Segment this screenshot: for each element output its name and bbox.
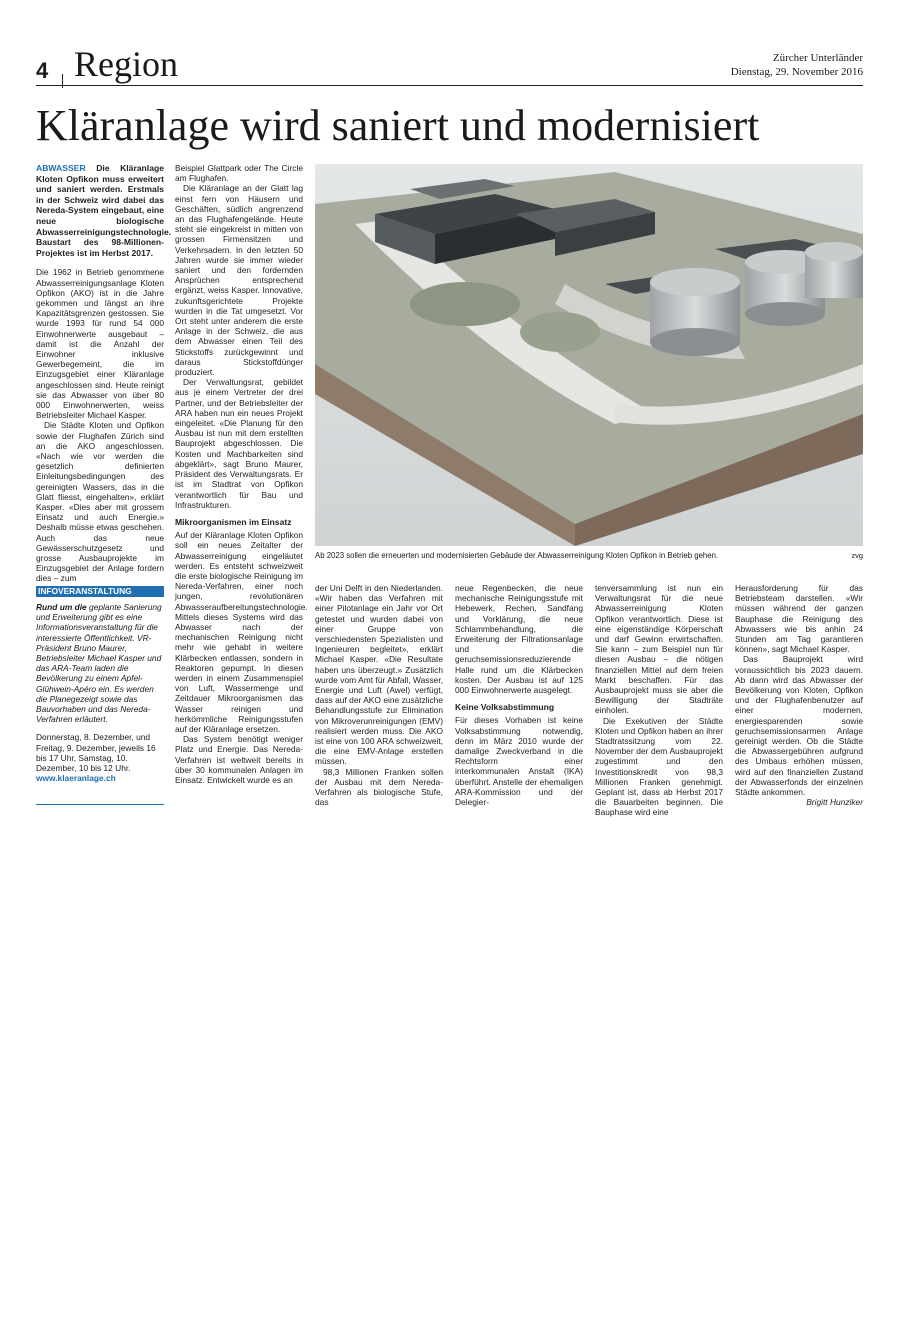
infobox-end-rule: [36, 804, 164, 805]
subheading: Keine Volksabstimmung: [455, 702, 555, 713]
headline: Kläranlage wird saniert und modernisiert: [36, 101, 760, 150]
rendering-photo: [315, 164, 863, 546]
paragraph: Die 1962 in Betrieb genommene Abwasserreinigungsanlage Kloten Opfikon (AKO) ist in die Jahre gekommen und längst an ihre Kapazitätsgrenzen gestossen. Sie wurde 1993 für rund 54 000 Einwohnerwerte ausgebaut – damit ist die Anzahl der Einwohner inklusive Gewerbegemeint, die im Einzugsgebiet einer Kläranlage angeschlossen sind. Heute reinigt sie das Abwasser von über 80 000 Einwohnerwerten, weiss Betriebsleiter Michael Kasper.: [36, 267, 164, 421]
paragraph: Auf der Kläranlage Kloten Opfikon soll ein neues Zeitalter der Abwasserreinigung eingeläutet werden. Es entsteht schweizweit die erste biologische Reinigung im Nereda-Verfahren, einer noch jungen, revolutionären Abwasseraufbereitungstechnologie. Mittels dieses Systems wird das Abwasser nach der mechanischen Reinigung nicht mehr wie gehabt in weitere Klärbecken entlassen, sondern in Reaktoren gepumpt. In diesen werden in einem Zusammenspiel von Luft, Wassermenge und Zeitdauer Mikroorganismen das Wasser reinigen und herkömmliche Reinigungsstufen auf der Kläranlage ersetzen.: [175, 530, 308, 734]
lead-paragraph: [36, 163, 172, 258]
photo-caption: Ab 2023 sollen die erneuerten und modernisierten Gebäude der Abwasserreinigung Kloten Opfikon in Betrieb gehen.: [315, 551, 719, 560]
subheading: Mikroorganismen im Einsatz: [175, 516, 292, 527]
paragraph: Die Kläranlage an der Glatt lag einst fern von Häusern und Geschäften, südlich angrenzend an das Flughafengelände. Heute steht sie eingekreist in mitten von grossen Firmensitzen und Verkehrsadern. In den letzten 50 Jahren wurde sie immer wieder saniert und den fordernden Ansprüchen entsprechend ergänzt, weiss Kasper. Innovative, zukunftsgerichtete Projekte wurden in die Tat umgesetzt. Vor Ort steht unter anderem die erste Anlage in der Schweiz, die aus dem Abwasser einen Teil des Stickstoffs zurückgewinnt und daraus Stickstoffdünger produziert.: [175, 183, 303, 378]
infobox: [36, 602, 164, 783]
column-1: [36, 163, 172, 584]
header-rule: [36, 85, 863, 86]
author-byline: Brigitt Hunziker: [806, 797, 863, 808]
paragraph: 98,3 Millionen Franken sollen der Ausbau mit dem Nereda-Verfahren als biologische Stufe, das: [315, 766, 443, 808]
section-title: Region: [74, 44, 178, 84]
treatment-plant-rendering: [315, 164, 863, 546]
paragraph: Der Verwaltungsrat, gebildet aus je einem Vertreter der drei Partner, und der Betriebsleiter der ARA haben nun ein neues Projekt eingeleitet. «Die Planung für den Ausbau ist nun mit dem erstellten Bauprojekt abgeschlossen. Die Kosten und Machbarkeiten sind abgeklärt», sagt Bruno Maurer, Präsident des Verwaltungsrats. Er ist im Stadtrat von Opfikon verantwortlich für Bau und Infrastrukturen.: [175, 377, 303, 510]
column-6: [735, 583, 863, 807]
infobox-label: INFOVERANSTALTUNG: [36, 586, 164, 597]
paragraph: tenversammlung ist nun ein Verwaltungsrat für die neue Abwasserreinigung Kloten Opfikon verantwortlich. Diese ist eine eigenständige Körperschaft und darf Gewinn erwirtschaften. Sie kann – zum Beispiel nun für diesen Ausbau – die nötigen finanziellen Mittel auf dem freien Markt beschaffen. Für das Ausbauprojekt muss sie aber die Bewilligung der Stadträte einholen.: [595, 583, 723, 716]
infobox-link[interactable]: www.klaeranlage.ch: [36, 773, 116, 784]
column-5: [595, 583, 723, 818]
lead-text: Die Kläranlage Kloten Opfikon muss erweitert und saniert werden. Erstmals in der Schweiz wird dabei das Nereda-System eingebaut, eine neue biologische Abwasserreinigungstechnologie. Baustart des 98-Millionen-Projektes ist im Herbst 2017.: [36, 163, 172, 258]
infobox-dates: Donnerstag, 8. Dezember, und Freitag, 9. Dezember, jeweils 16 bis 17 Uhr, Samstag, 10. Dezember, 10 bis 12 Uhr.: [36, 732, 156, 774]
column-2: [175, 163, 308, 785]
photo-credit: zvg: [851, 551, 863, 560]
paragraph: Für dieses Vorhaben ist keine Volksabstimmung notwendig, denn im März 2010 wurde der damalige Zweckverband in die Rechtsform einer interkommunalen Anstalt (IKA) überführt. Anstelle der ehemaligen ARA-Kommission und der Delegier-: [455, 715, 583, 808]
infobox-lead: Rund um die: [36, 602, 87, 612]
paragraph: Die Exekutiven der Städte Kloten und Opfikon haben an ihrer Stadtratssitzung vom 22. November der dem Ausbauprojekt zugestimmt und den Investitionskredit von 98,3 Millionen Franken genehmigt. Geplant ist, dass ab Herbst 2017 die Bauarbeiten beginnen. Die Bauphase wird eine: [595, 715, 723, 818]
infobox-body: geplante Sanierung und Erweiterung gibt es eine Informationsveranstaltung für die interessierte Öffentlichkeit. VR-Präsident Bruno Maurer, Betriebsleiter Michael Kasper und das ARA-Team laden die Bevölkerung zu einem Apfel-Glühwein-Apéro ein. Es werden die Planegezeigt sowie das Bauvorhaben und das Nereda-Verfahren erläutert.: [36, 602, 162, 725]
paragraph: Herausforderung für das Betriebsteam darstellen. «Wir müssen während der ganzen Bauphase die Reinigung des Abwassers wie bis anhin 24 Stunden am Tag garantieren können», sagt Michael Kasper.: [735, 583, 863, 655]
column-3: [315, 583, 443, 807]
publication-name: Zürcher Unterländer: [772, 52, 863, 64]
publication-date: Dienstag, 29. November 2016: [730, 66, 863, 78]
column-4: [455, 583, 583, 807]
paragraph: der Uni Delft in den Niederlanden. «Wir haben das Verfahren mit einer Pilotanlage ein Jahr vor Ort getestet und wurden dabei von einer Gruppe von verschiedensten Spezialisten und Ingenieuren begleitet», erklärt Michael Kasper. «Die Resultate haben uns überzeugt.» Zusätzlich wurde vom Amt für Abfall, Wasser, Energie und Luft (Awel) verfügt, dass auf der AKO eine zusätzliche Behandlungsstufe zur Elimination von Mikroverunreinigungen (EMV) realisiert werden muss. Die AKO ist eine von 100 ARA schweizweit, die eine EMV-Anlage erstellen müssen.: [315, 583, 443, 767]
infobox-text: [36, 602, 164, 724]
paragraph: Die Städte Kloten und Opfikon sowie der Flughafen Zürich sind an die AKO angeschlossen. «Nach wie vor werden die gesetzlich definierten Einleitungsbedingungen des gereinigten Wassers, das in die Glatt fliesst, eingehalten», erklärt Kasper. «Dies aber mit grossem Einsatz und auch Energie.» Deshalb müsse etwas geschehen. Auch das neue Gewässerschutzgesetz und grosse Ausbauprojekte im Einzugsgebiet der Anlage fordern dies – zum: [36, 420, 164, 584]
paragraph: Das Bauprojekt wird voraussichtlich bis 2023 dauern. Ab dann wird das Abwasser der Bevölkerung von Kloten, Opfikon und der Flughafenbenutzer auf einer modernen, energiesparenden sowie geruchsemissionsarmen Anlage gereinigt werden. Ob die Städte die Abwassergebühren aufgrund des Umbaus erhöhen müssen, wird auf den finanziellen Zustand der Abwasserfonds der einzelnen Städte ankommen.: [735, 654, 863, 798]
paragraph: Beispiel Glattpark oder The Circle am Flughafen.: [175, 163, 303, 184]
paragraph: Das System benötigt weniger Platz und Energie. Das Nereda-Verfahren ist weltweit bereits in über 30 kommunalen Anlagen im Einsatz. Entwickelt wurde es an: [175, 734, 303, 785]
paragraph: neue Regenbecken, die neue mechanische Reinigungsstufe mit Hebewerk, Rechen, Sandfang und Vorklärung, die neue Schlammbehandlung, die Erweiterung der Filtrationsanlage und die geruchsemissionsreduzierende Halle rund um die Klärbecken kosten. Der Ausbau ist auf 125 000 Einwohnerwerte ausgelegt.: [455, 583, 583, 696]
lead-kicker: ABWASSER: [36, 163, 86, 173]
page-number: 4: [36, 58, 49, 83]
